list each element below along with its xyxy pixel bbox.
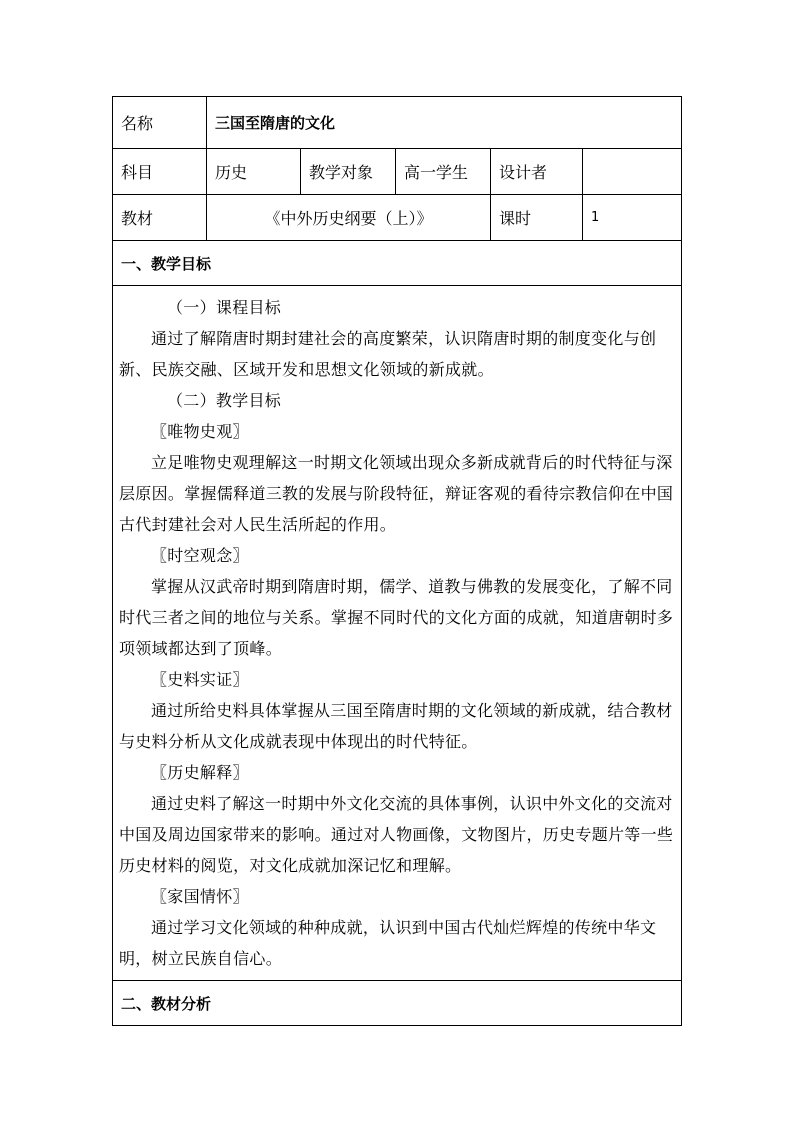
goal-title: 〖唯物史观〗 bbox=[151, 422, 249, 441]
audience-label: 教学对象 bbox=[301, 149, 396, 195]
goal-text: 立足唯物史观理解这一时期文化领域出现众多新成就背后的时代特征与深层原因。掌握儒释道三教的发展与阶段特征，辩证客观的看待宗教信仰在中国古代封建社会对人民生活所起的作用。 bbox=[119, 453, 674, 534]
subject-label: 科目 bbox=[113, 149, 207, 195]
textbook-value: 《中外历史纲要（上）》 bbox=[207, 195, 491, 241]
section2-title: 二、教材分析 bbox=[113, 981, 682, 1026]
textbook-label: 教材 bbox=[113, 195, 207, 241]
designer-value bbox=[583, 149, 682, 195]
section2-heading-row bbox=[113, 981, 682, 1026]
period-label: 课时 bbox=[491, 195, 583, 241]
course-goal-title: （一）课程目标 bbox=[167, 298, 282, 317]
name-label: 名称 bbox=[113, 97, 207, 149]
section1-content-row bbox=[113, 286, 682, 981]
section1-content bbox=[113, 286, 682, 981]
audience-value: 高一学生 bbox=[396, 149, 491, 195]
section1-heading-row bbox=[113, 241, 682, 286]
goal-title: 〖史料实证〗 bbox=[151, 670, 249, 689]
subject-value: 历史 bbox=[207, 149, 301, 195]
name-row bbox=[113, 97, 682, 149]
goal-text: 通过所给史料具体掌握从三国至隋唐时期的文化领域的新成就，结合教材与史料分析从文化成就表现中体现出的时代特征。 bbox=[119, 701, 673, 751]
section1-title: 一、教学目标 bbox=[113, 241, 682, 286]
lesson-title: 三国至隋唐的文化 bbox=[207, 97, 682, 149]
goal-title: 〖历史解释〗 bbox=[151, 763, 249, 782]
course-goal-text: 通过了解隋唐时期封建社会的高度繁荣，认识隋唐时期的制度变化与创新、民族交融、区域开发和思想文化领域的新成就。 bbox=[119, 329, 657, 379]
textbook-row bbox=[113, 195, 682, 241]
lesson-plan-document bbox=[112, 96, 681, 1026]
lesson-plan-table bbox=[112, 96, 682, 1026]
designer-label: 设计者 bbox=[491, 149, 583, 195]
goal-text: 掌握从汉武帝时期到隋唐时期，儒学、道教与佛教的发展变化，了解不同时代三者之间的地位与关系。掌握不同时代的文化方面的成就，知道唐朝时多项领域都达到了顶峰。 bbox=[119, 577, 674, 658]
goal-title: 〖家国情怀〗 bbox=[151, 887, 249, 906]
info-row bbox=[113, 149, 682, 195]
goal-text: 通过学习文化领域的种种成就，认识到中国古代灿烂辉煌的传统中华文明，树立民族自信心。 bbox=[119, 918, 657, 968]
teaching-goal-title: （二）教学目标 bbox=[167, 391, 282, 410]
period-value: 1 bbox=[583, 195, 682, 241]
goal-title: 〖时空观念〗 bbox=[151, 546, 249, 565]
goal-text: 通过史料了解这一时期中外文化交流的具体事例，认识中外文化的交流对中国及周边国家带来的影响。通过对人物画像，文物图片，历史专题片等一些历史材料的阅览，对文化成就加深记忆和理解。 bbox=[119, 794, 674, 875]
